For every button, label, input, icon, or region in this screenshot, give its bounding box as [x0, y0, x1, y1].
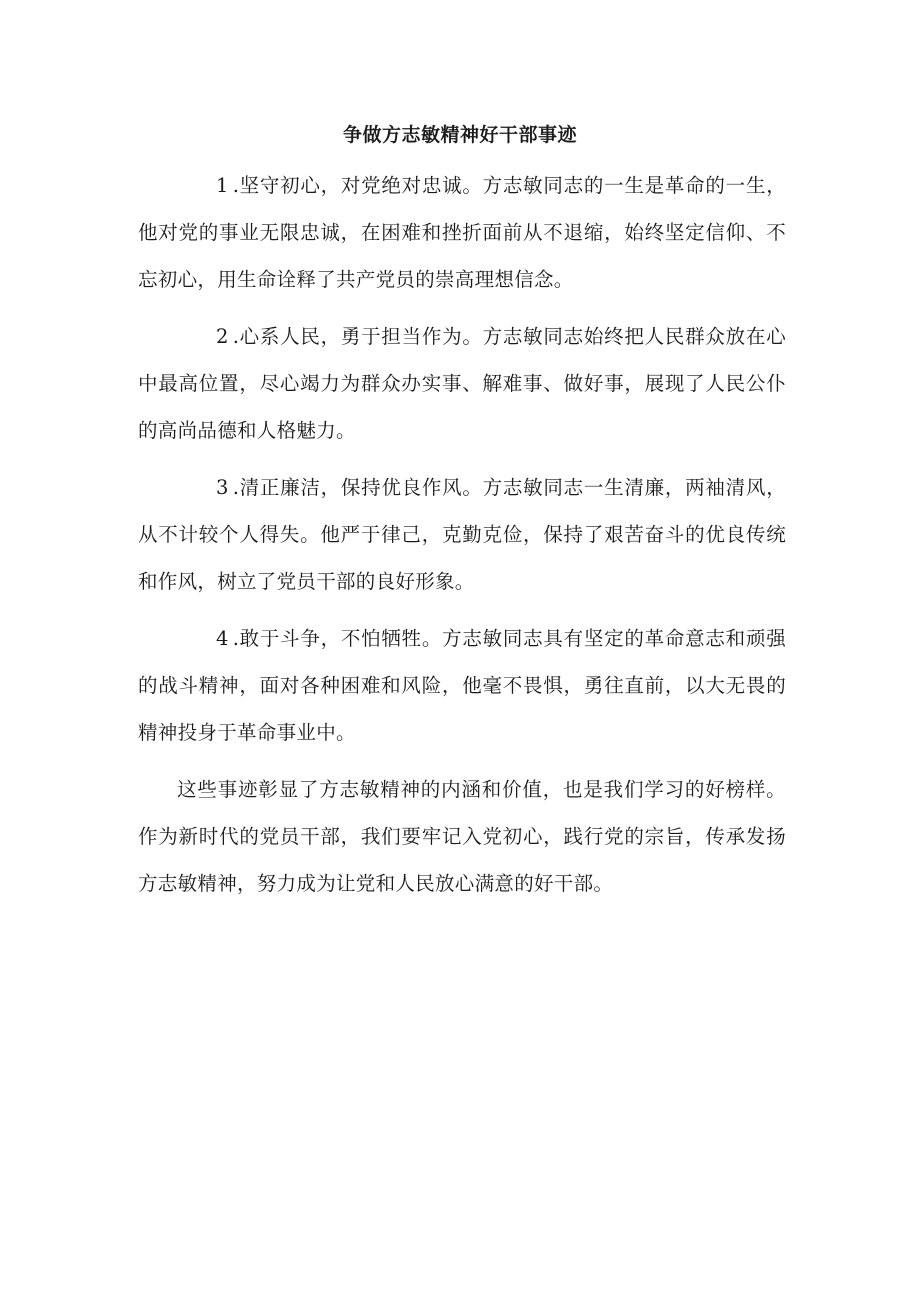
item-paragraph-2	[138, 313, 786, 454]
document-body	[138, 162, 786, 917]
document-title: 争做方志敏精神好干部事迹	[342, 124, 577, 146]
item-paragraph-3	[138, 464, 786, 605]
item-text-2: .心系人民，勇于担当作为。方志敏同志始终把人民群众放在心中最高位置，尽心竭力为群众办实事、解难事、做好事，展现了人民公仆的高尚品德和人格魅力。	[138, 325, 786, 442]
item-paragraph-4	[138, 615, 786, 756]
item-text-1: .坚守初心，对党绝对忠诚。方志敏同志的一生是革命的一生，他对党的事业无限忠诚，在困难和挫折面前从不退缩，始终坚定信仰、不忘初心，用生命诠释了共产党员的崇高理想信念。	[138, 174, 786, 291]
item-number-3: 3	[216, 476, 229, 499]
item-number-1: 1	[216, 174, 229, 197]
item-text-4: .敢于斗争，不怕牺牲。方志敏同志具有坚定的革命意志和顽强的战斗精神，面对各种困难和风险，他毫不畏惧，勇往直前，以大无畏的精神投身于革命事业中。	[138, 627, 786, 744]
item-number-4: 4	[216, 627, 229, 650]
item-text-3: .清正廉洁，保持优良作风。方志敏同志一生清廉，两袖清风，从不计较个人得失。他严于律己，克勤克俭，保持了艰苦奋斗的优良传统和作风，树立了党员干部的良好形象。	[138, 476, 786, 593]
item-paragraph-1	[138, 162, 786, 303]
conclusion-paragraph: 这些事迹彰显了方志敏精神的内涵和价值，也是我们学习的好榜样。作为新时代的党员干部，我们要牢记入党初心，践行党的宗旨，传承发扬方志敏精神，努力成为让党和人民放心满意的好干部。	[138, 778, 786, 895]
item-number-2: 2	[216, 325, 229, 348]
